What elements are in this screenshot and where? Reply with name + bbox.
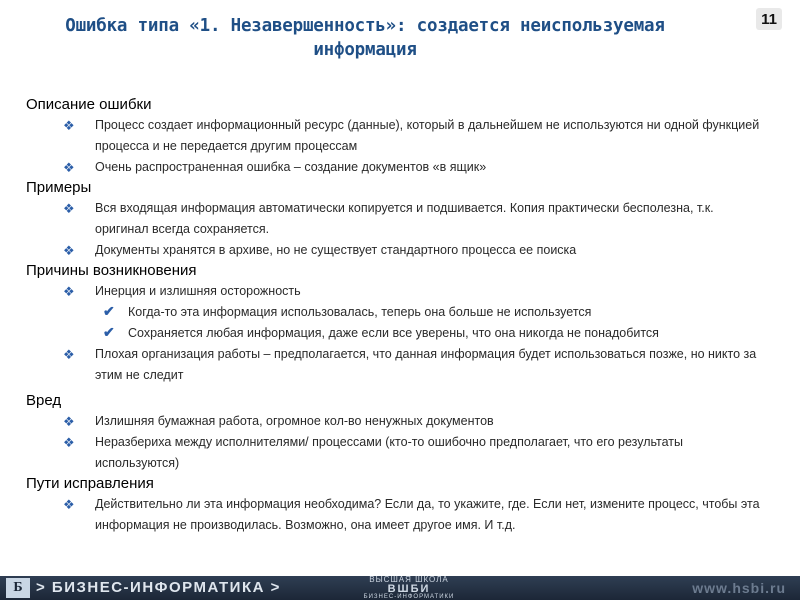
- list-item: ❖ Очень распространенная ошибка – создание документов «в ящик»: [63, 157, 765, 178]
- diamond-bullet-icon: ❖: [63, 118, 75, 133]
- footer-brand: > БИЗНЕС-ИНФОРМАТИКА >: [36, 579, 281, 596]
- school-logo: [350, 576, 468, 600]
- list-item: ❖ Плохая организация работы – предполагается, что данная информация будет использоваться позже, но никто за этим не следит: [63, 344, 765, 386]
- section-heading-causes: Причины возникновения: [26, 262, 197, 279]
- list-item: ❖ Документы хранятся в архиве, но не существует стандартного процесса ее поиска: [63, 240, 765, 261]
- sub-list-item: ✔ Когда-то эта информация использовалась, теперь она больше не используется: [103, 302, 768, 323]
- school-top-text: ВЫСШАЯ ШКОЛА: [369, 575, 449, 584]
- footer-url: www.hsbi.ru: [692, 580, 786, 596]
- logo-icon: Б: [6, 578, 30, 598]
- diamond-bullet-icon: ❖: [63, 160, 75, 175]
- slide-content: [0, 95, 800, 536]
- section-heading-fix: Пути исправления: [26, 475, 154, 492]
- diamond-bullet-icon: ❖: [63, 497, 75, 512]
- page-number: 11: [756, 8, 782, 30]
- list-item: ❖ Неразбериха между исполнителями/ процессами (кто-то ошибочно предполагает, что его результаты используются): [63, 432, 765, 474]
- footer-bar: [0, 576, 800, 600]
- list-item: ❖ Вся входящая информация автоматически копируется и подшивается. Копия практически бесполезна, т.к. оригинал всегда сохраняется.: [63, 198, 765, 240]
- diamond-bullet-icon: ❖: [63, 201, 75, 216]
- checkmark-icon: ✔: [103, 303, 115, 319]
- school-bottom-text: БИЗНЕС-ИНФОРМАТИКИ: [363, 594, 455, 600]
- list-item: ❖ Инерция и излишняя осторожность: [63, 281, 765, 302]
- list-item: ❖ Действительно ли эта информация необходима? Если да, то укажите, где. Если нет, измените процесс, чтобы эта информация не производилась. Возможно, она имеет другое имя. И т.д.: [63, 494, 765, 536]
- sub-list-item: ✔ Сохраняется любая информация, даже если все уверены, что она никогда не понадобится: [103, 323, 768, 344]
- diamond-bullet-icon: ❖: [63, 414, 75, 429]
- section-heading-harm: Вред: [26, 392, 62, 409]
- section-heading-description: Описание ошибки: [26, 96, 152, 113]
- diamond-bullet-icon: ❖: [63, 284, 75, 299]
- diamond-bullet-icon: ❖: [63, 435, 75, 450]
- list-item: ❖ Излишняя бумажная работа, огромное кол-во ненужных документов: [63, 411, 765, 432]
- list-item: ❖ Процесс создает информационный ресурс (данные), который в дальнейшем не используются ни одной функцией процесса и не передается другим процессам: [63, 115, 765, 157]
- slide-title: Ошибка типа «1. Незавершенность»: создается неиспользуемая информация: [65, 16, 665, 60]
- section-heading-examples: Примеры: [26, 179, 92, 196]
- diamond-bullet-icon: ❖: [63, 243, 75, 258]
- school-mid-text: ВШБИ: [387, 583, 431, 595]
- diamond-bullet-icon: ❖: [63, 347, 75, 362]
- checkmark-icon: ✔: [103, 324, 115, 340]
